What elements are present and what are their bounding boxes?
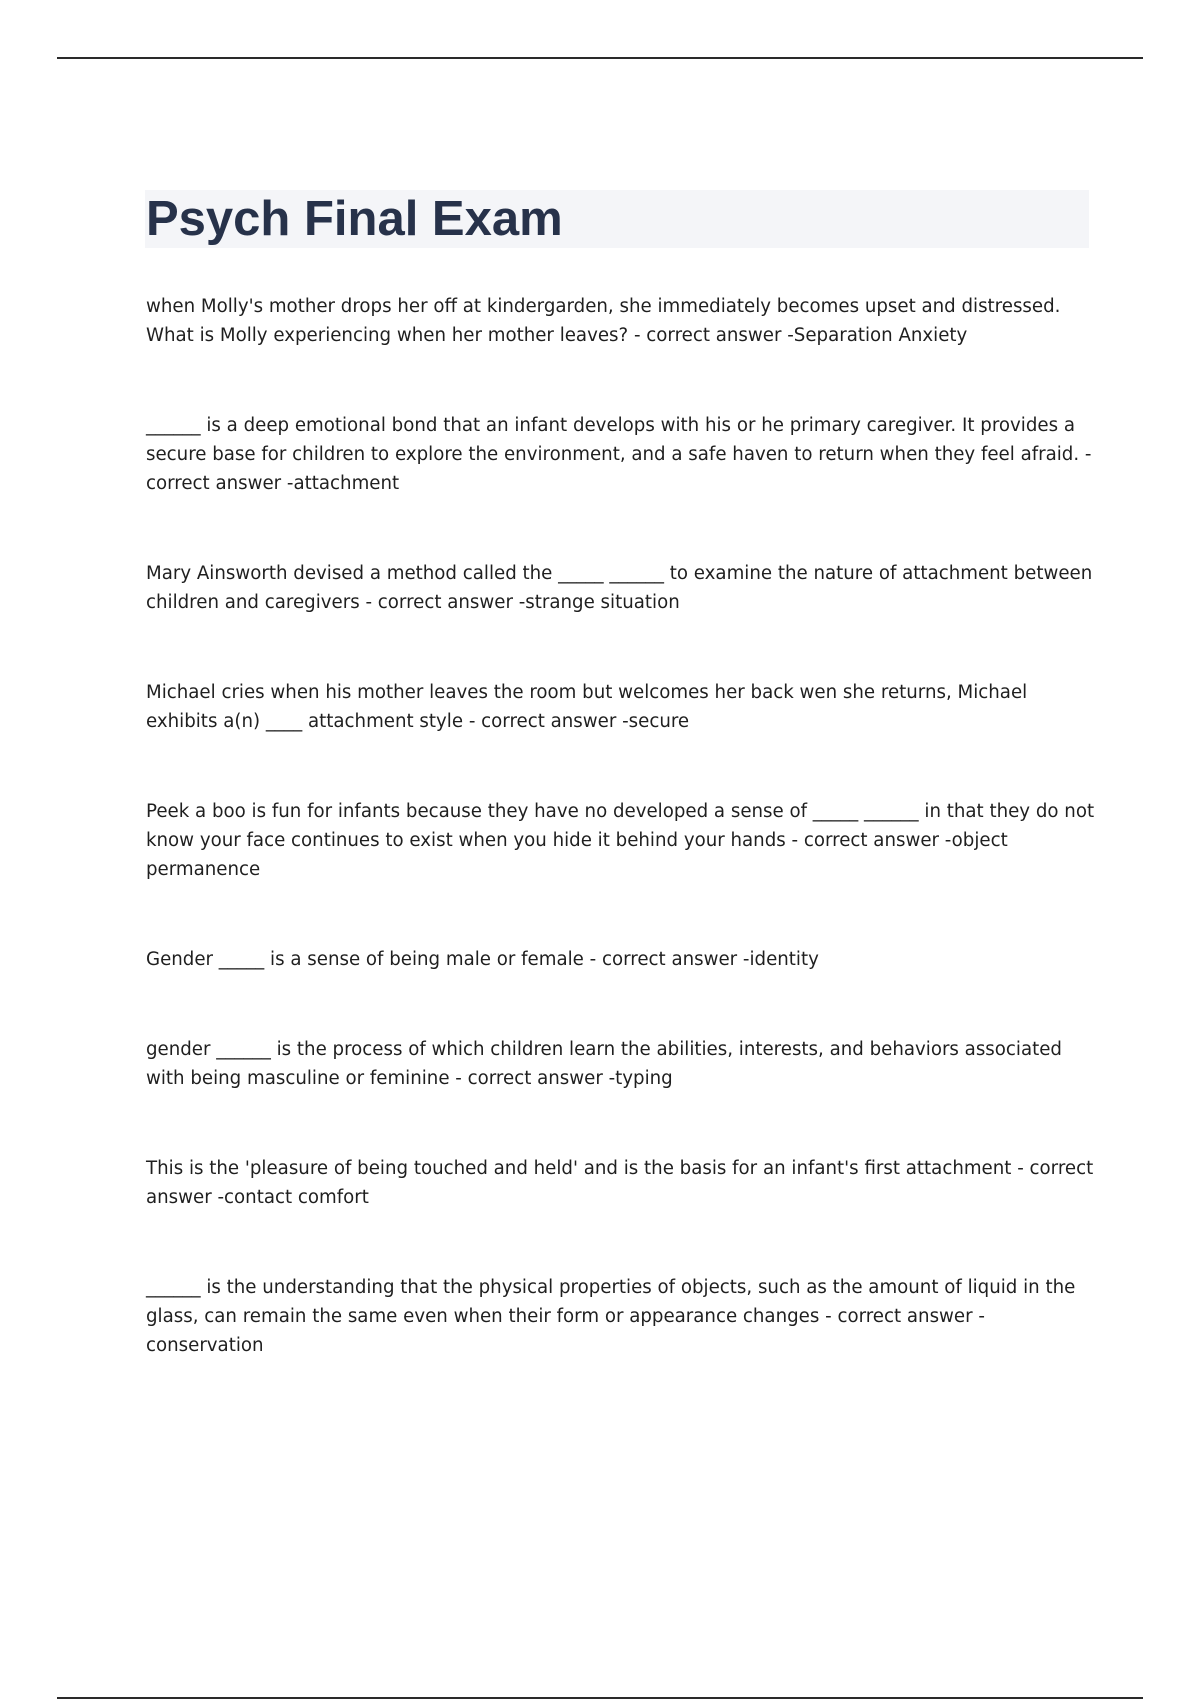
question-item-2: ______ is a deep emotional bond that an infant develops with his or he primary caregiver. It provides a secure base for children to explore the environment, and a safe haven to return when they feel afraid. - correct answer -attachment [146, 415, 1092, 494]
question-item-5: Peek a boo is fun for infants because they have no developed a sense of _____ ______ in that they do not know your face continues to exist when you hide it behind your hands - correct answer -object permanence [146, 801, 1095, 880]
question-item-9: ______ is the understanding that the physical properties of objects, such as the amount of liquid in the glass, can remain the same even when their form or appearance changes - correct answer -conservation [146, 1277, 1076, 1356]
question-item-8: This is the 'pleasure of being touched and held' and is the basis for an infant's first attachment - correct answer -contact comfort [146, 1158, 1094, 1208]
header-rule [57, 57, 1143, 59]
question-list [146, 292, 1096, 1360]
footer-rule [57, 1697, 1143, 1699]
question-item-6: Gender _____ is a sense of being male or female - correct answer -identity [146, 949, 819, 970]
question-item-4: Michael cries when his mother leaves the room but welcomes her back wen she returns, Michael exhibits a(n) ____ attachment style - correct answer -secure [146, 682, 1028, 732]
question-item-1: when Molly's mother drops her off at kindergarden, she immediately becomes upset and distressed. What is Molly experiencing when her mother leaves? - correct answer -Separation Anxiety [146, 296, 1061, 346]
document-title: Psych Final Exam [146, 192, 563, 246]
question-item-3: Mary Ainsworth devised a method called the _____ ______ to examine the nature of attachment between children and caregivers - correct answer -strange situation [146, 563, 1093, 613]
question-item-7: gender ______ is the process of which children learn the abilities, interests, and behaviors associated with being masculine or feminine - correct answer -typing [146, 1039, 1062, 1089]
